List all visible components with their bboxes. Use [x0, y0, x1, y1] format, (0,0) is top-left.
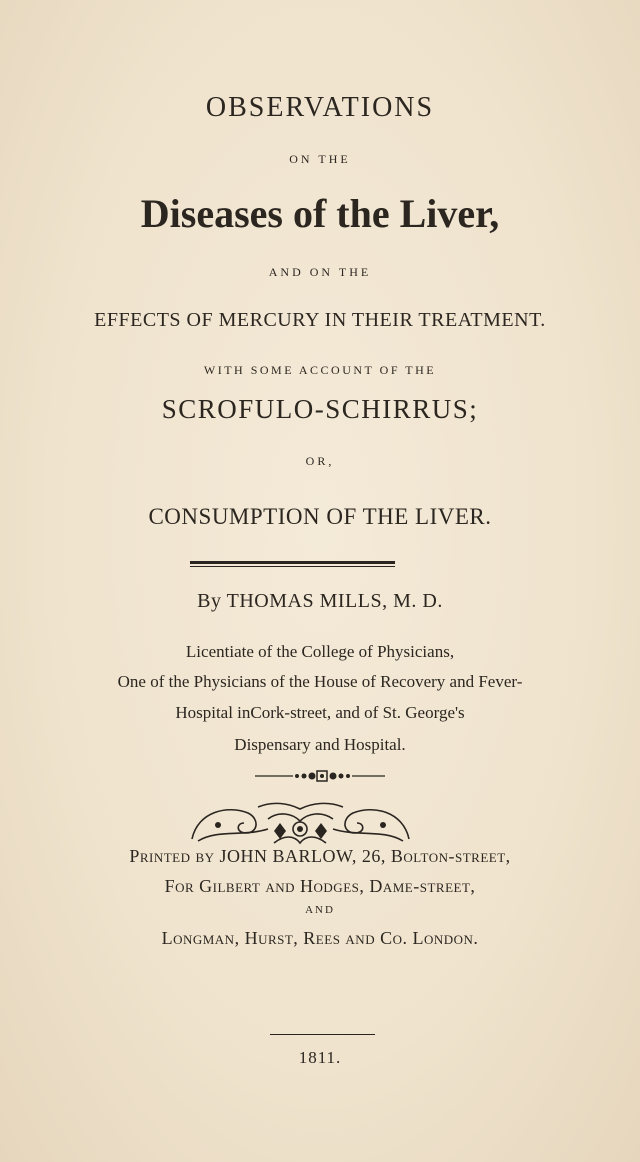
title-effects: EFFECTS OF MERCURY IN THEIR TREATMENT.	[94, 309, 546, 331]
author-credential-4: Dispensary and Hospital.	[234, 735, 406, 754]
title-with-account: WITH SOME ACCOUNT OF THE	[203, 363, 437, 377]
imprint-for: For Gilbert and Hodges, Dame-street,	[164, 876, 476, 896]
author-credential-2: One of the Physicians of the House of Recovery and Fever-	[117, 672, 523, 691]
decorative-divider-icon	[255, 770, 385, 782]
title-and-on-the: AND ON THE	[268, 265, 372, 279]
title-on-the: ON THE	[289, 152, 351, 166]
printer-vignette-icon	[188, 799, 413, 847]
title-scrofulo: SCROFULO-SCHIRRUS;	[161, 394, 479, 424]
publication-year: 1811.	[298, 1048, 342, 1067]
imprint-and: AND	[305, 904, 335, 916]
title-main: Diseases of the Liver,	[140, 191, 500, 236]
double-rule	[190, 561, 395, 569]
title-or: OR,	[305, 454, 335, 468]
short-rule	[270, 1034, 375, 1035]
title-observations: OBSERVATIONS	[205, 92, 435, 123]
author-credential-3: Hospital inCork-street, and of St. George's	[175, 703, 465, 722]
author-credential-1: Licentiate of the College of Physicians,	[185, 642, 455, 661]
author-byline: By THOMAS MILLS, M. D.	[197, 590, 443, 612]
title-consumption: CONSUMPTION OF THE LIVER.	[148, 504, 492, 529]
imprint-longman: Longman, Hurst, Rees and Co. London.	[161, 928, 479, 948]
imprint-printed-by: Printed by JOHN BARLOW, 26, Bolton-street,	[129, 846, 511, 866]
